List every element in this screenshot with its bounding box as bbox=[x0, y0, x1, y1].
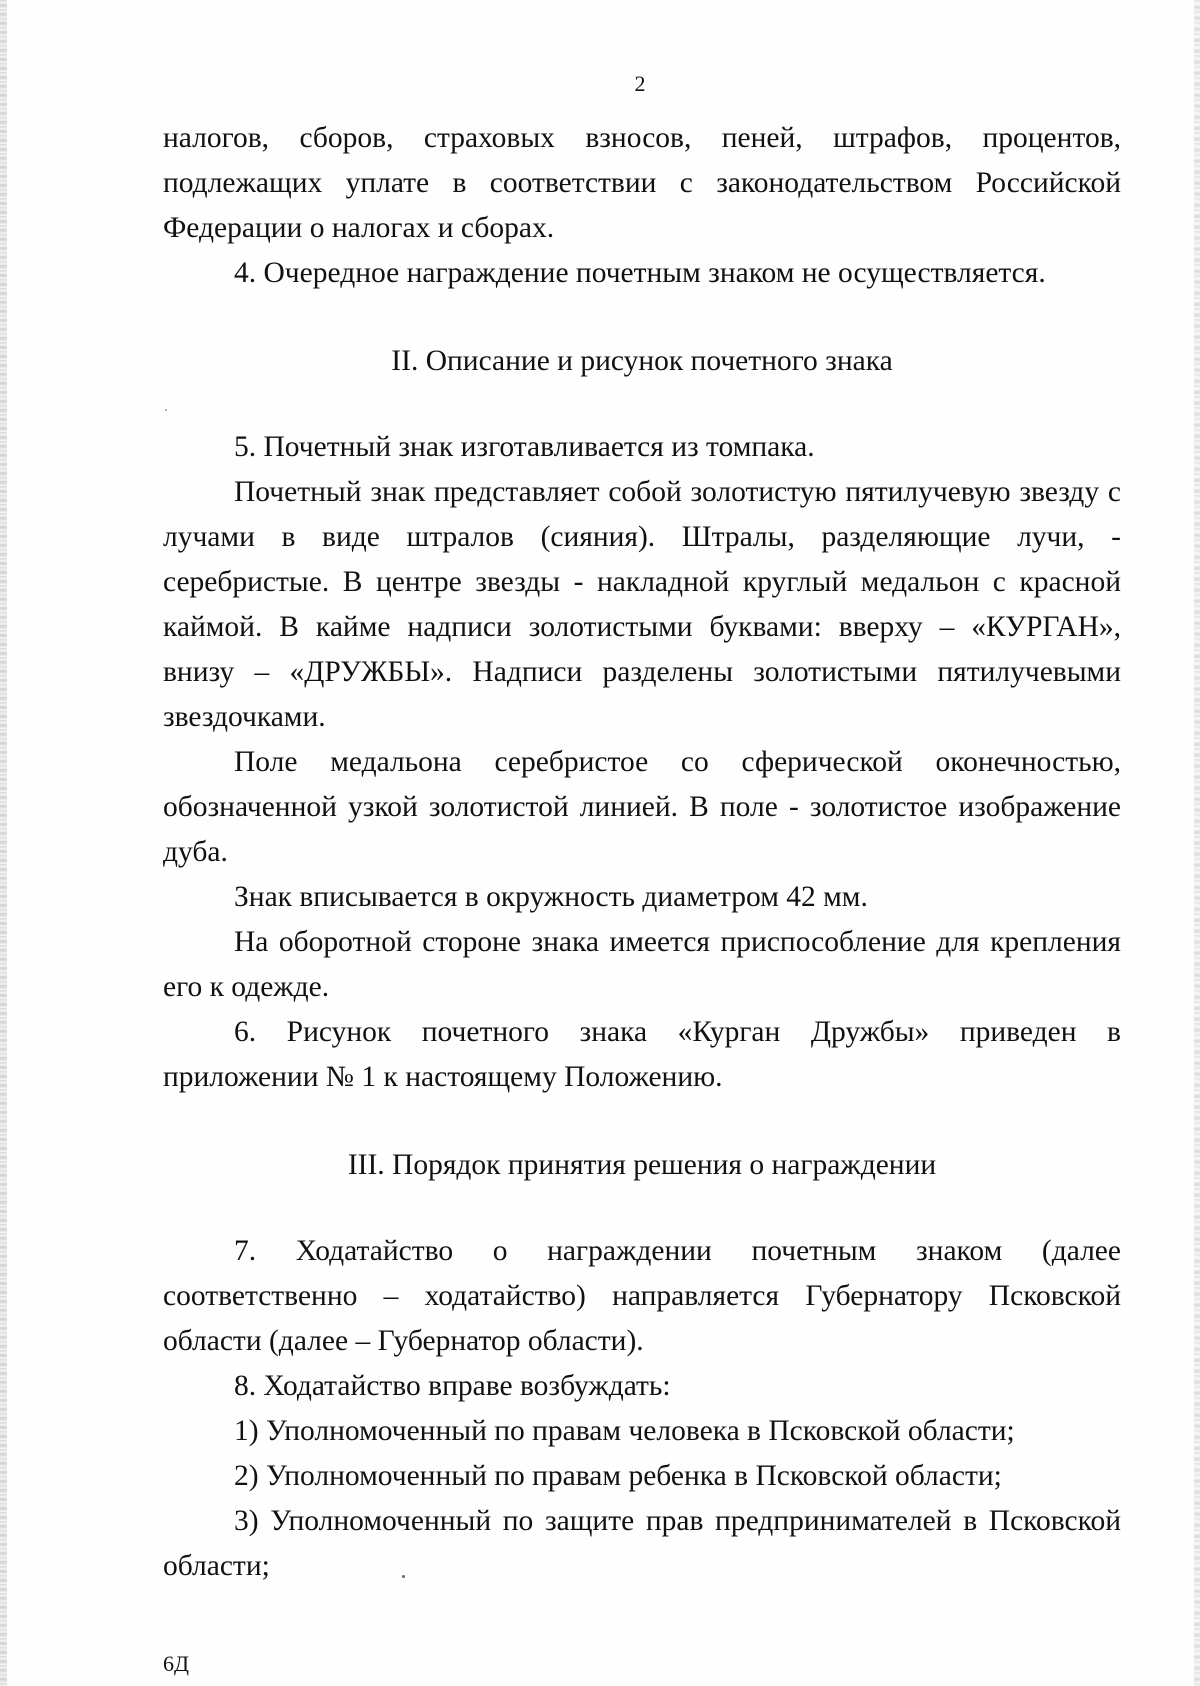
page-number: 2 bbox=[634, 71, 646, 96]
footer-code: 6Д bbox=[163, 1651, 190, 1676]
paragraph-continuation: налогов, сборов, страховых взносов, пеней, штрафов, процентов, подлежащих уплате в соответствии с законодательством Российской Федерации о налогах и сборах. bbox=[163, 122, 1121, 244]
document-body bbox=[163, 116, 1121, 1589]
section-heading-3: III. Порядок принятия решения о награждении bbox=[347, 1149, 937, 1181]
paragraph-item-4: 4. Очередное награждение почетным знаком не осуществляется. bbox=[234, 257, 1046, 289]
list-item-3: 3) Уполномоченный по защите прав предпринимателей в Псковской области; bbox=[163, 1505, 1121, 1582]
paragraph-item-8: 8. Ходатайство вправе возбуждать: bbox=[234, 1370, 671, 1402]
spacer bbox=[163, 384, 1121, 425]
list-item-1: 1) Уполномоченный по правам человека в Псковской области; bbox=[234, 1415, 1015, 1447]
paragraph-star-description: Почетный знак представляет собой золотистую пятилучевую звезду с лучами в виде штралов (сияния). Штралы, разделяющие лучи, - серебристые. В центре звезды - накладной круглый медальон с красной каймой. В кайме надписи золотистыми буквами: вверху – «КУРГАН», внизу – «ДРУЖБЫ». Надписи разделены золотистыми пятилучевыми звездочками. bbox=[163, 476, 1121, 733]
spacer bbox=[163, 1100, 1121, 1143]
paragraph-reverse-side: На оборотной стороне знака имеется приспособление для крепления его к одежде. bbox=[163, 926, 1121, 1003]
list-item-2: 2) Уполномоченный по правам ребенка в Псковской области; bbox=[234, 1460, 1002, 1492]
scan-left-edge bbox=[0, 0, 7, 1686]
paragraph-medallion-field: Поле медальона серебристое со сферической оконечностью, обозначенной узкой золотистой линией. В поле - золотистое изображение дуба. bbox=[163, 746, 1121, 868]
section-heading-2: II. Описание и рисунок почетного знака bbox=[391, 345, 893, 377]
paragraph-item-6: 6. Рисунок почетного знака «Курган Дружбы» приведен в приложении № 1 к настоящему Положению. bbox=[163, 1016, 1121, 1093]
scan-speck bbox=[402, 1575, 405, 1578]
paragraph-diameter: Знак вписывается в окружность диаметром 42 мм. bbox=[234, 881, 868, 913]
spacer bbox=[163, 296, 1121, 339]
paragraph-item-5: 5. Почетный знак изготавливается из томпака. bbox=[234, 431, 815, 463]
scan-speck bbox=[165, 409, 167, 411]
paragraph-item-7: 7. Ходатайство о награждении почетным знаком (далее соответственно – ходатайство) направляется Губернатору Псковской области (далее – Губернатор области). bbox=[163, 1235, 1121, 1357]
scan-right-edge bbox=[1194, 0, 1200, 1686]
spacer bbox=[163, 1188, 1121, 1229]
